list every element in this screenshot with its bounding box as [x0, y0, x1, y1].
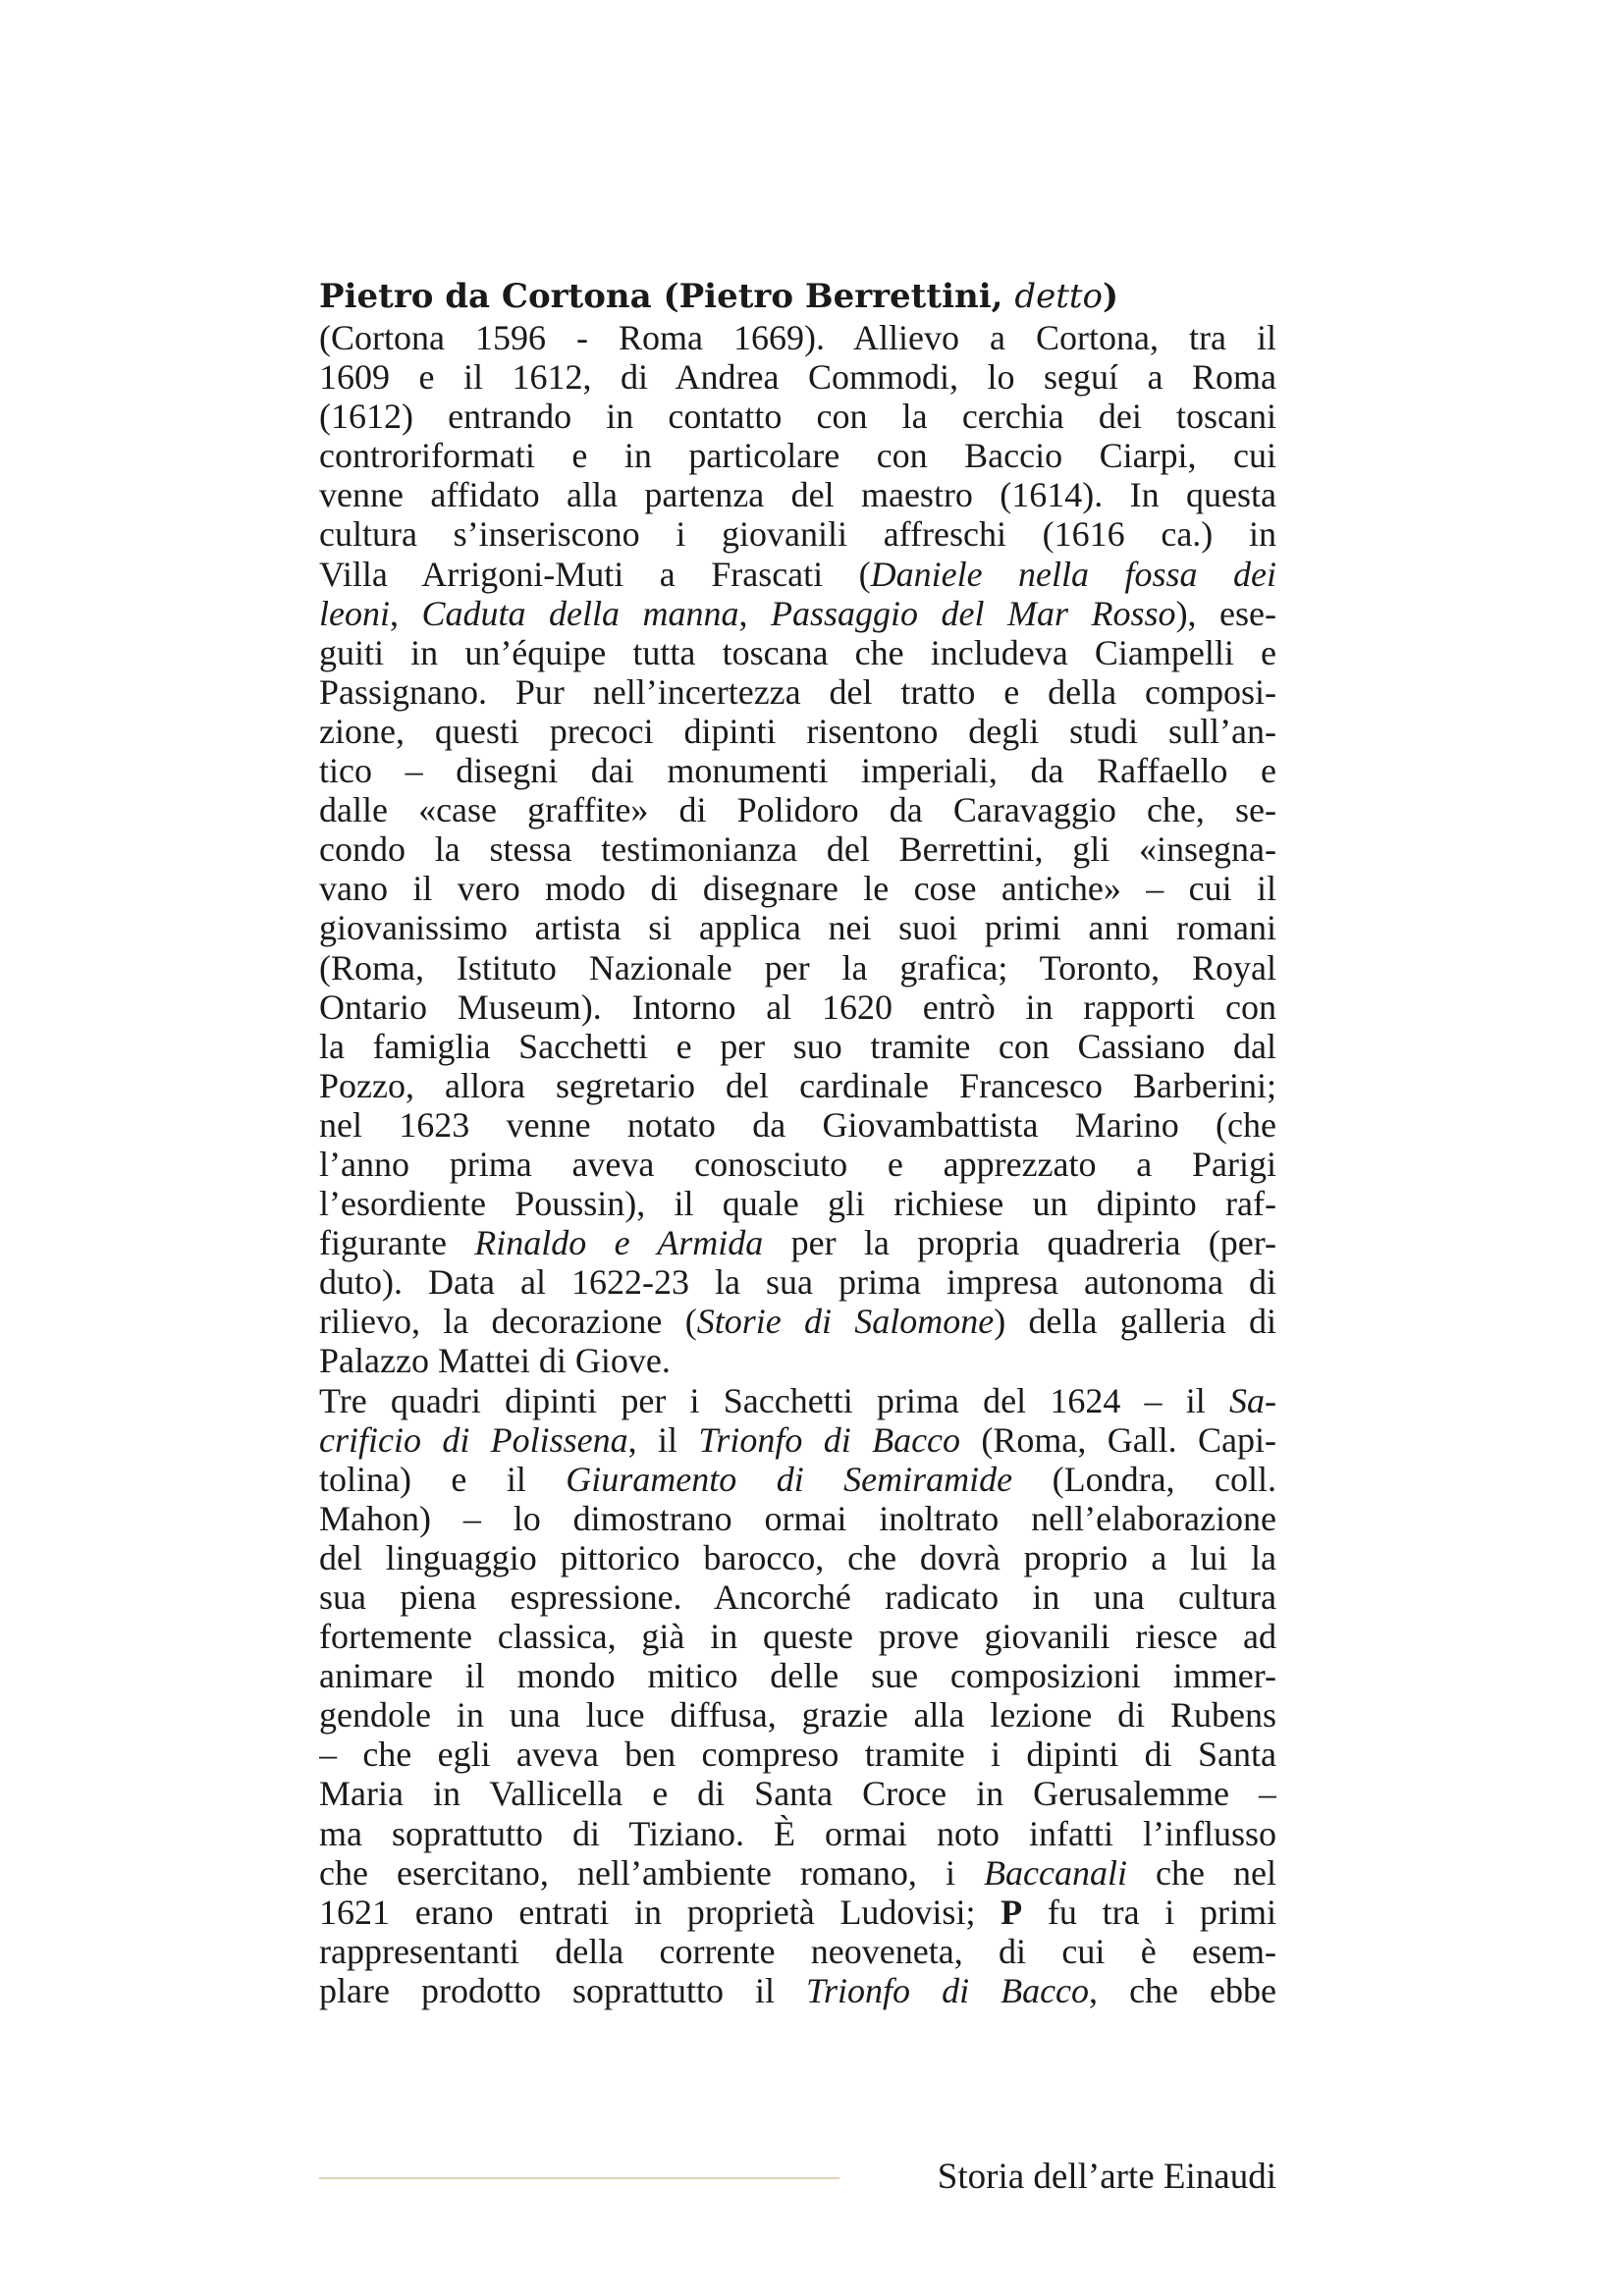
footer-publisher: Storia dell’arte Einaudi	[937, 2157, 1276, 2197]
text-line: duto). Data al 1622-23 la sua prima impresa autonoma di	[319, 1262, 1276, 1303]
artwork-title: Passaggio del Mar Rosso	[771, 593, 1176, 633]
text-line: ma soprattutto di Tiziano. È ormai noto infatti l’influsso	[319, 1813, 1276, 1853]
text-line: leoni, Caduta della manna, Passaggio del Mar Rosso), ese-	[319, 593, 1276, 633]
text-line: la famiglia Sacchetti e per suo tramite con Cassiano dal	[319, 1026, 1276, 1066]
paragraph-1	[319, 318, 1276, 1381]
text-line: Ontario Museum). Intorno al 1620 entrò in rapporti con	[319, 987, 1276, 1027]
encyclopedia-entry	[319, 277, 1276, 2010]
text-line: sua piena espressione. Ancorché radicato in una cultura	[319, 1577, 1276, 1617]
text-line: nel 1623 venne notato da Giovambattista Marino (che	[319, 1104, 1276, 1145]
text-line: dalle «case graffite» di Polidoro da Caravaggio che, se-	[319, 790, 1276, 830]
text-line: tico – disegni dai monumenti imperiali, da Raffaello e	[319, 751, 1276, 791]
text-line: rilievo, la decorazione (Storie di Salomone) della galleria di	[319, 1302, 1276, 1342]
text-line: venne affidato alla partenza del maestro (1614). In questa	[319, 475, 1276, 515]
text-line: zione, questi precoci dipinti risentono degli studi sull’an-	[319, 711, 1276, 751]
text-line: guiti in un’équipe tutta toscana che includeva Ciampelli e	[319, 632, 1276, 672]
text-line: (Roma, Istituto Nazionale per la grafica; Toronto, Royal	[319, 947, 1276, 988]
footer-divider	[319, 2177, 839, 2179]
text-line: 1621 erano entrati in proprietà Ludovisi; P fu tra i primi	[319, 1892, 1276, 1932]
text-line: crificio di Polissena, il Trionfo di Bacco (Roma, Gall. Capi-	[319, 1419, 1276, 1460]
text-line: Villa Arrigoni-Muti a Frascati (Daniele nella fossa dei	[319, 554, 1276, 594]
entry-abbreviation: P	[1001, 1892, 1023, 1932]
artwork-title: crificio di Polissena	[319, 1419, 628, 1460]
text-line: condo la stessa testimonianza del Berrettini, gli «insegna-	[319, 829, 1276, 870]
entry-title-detto: detto	[1014, 277, 1103, 316]
artwork-title: leoni	[319, 593, 390, 633]
text-line: l’esordiente Poussin), il quale gli richiese un dipinto raf-	[319, 1184, 1276, 1224]
text-line: animare il mondo mitico delle sue composizioni immer-	[319, 1656, 1276, 1696]
artwork-title: Trionfo di Bacco	[698, 1419, 961, 1460]
text-line: gendole in una luce diffusa, grazie alla lezione di Rubens	[319, 1695, 1276, 1735]
text-line: fortemente classica, già in queste prove giovanili riesce ad	[319, 1617, 1276, 1657]
text-line: rappresentanti della corrente neoveneta, di cui è esem-	[319, 1931, 1276, 1971]
artwork-title: Baccanali	[984, 1852, 1127, 1893]
text-line: plare prodotto soprattutto il Trionfo di Bacco, che ebbe	[319, 1970, 1276, 2010]
text-line: l’anno prima aveva conosciuto e apprezzato a Parigi	[319, 1144, 1276, 1184]
text-line: 1609 e il 1612, di Andrea Commodi, lo seguí a Roma	[319, 357, 1276, 398]
text-line: del linguaggio pittorico barocco, che dovrà proprio a lui la	[319, 1537, 1276, 1577]
entry-title: Pietro da Cortona (Pietro Berrettini, detto)	[319, 277, 1119, 316]
text-line: Passignano. Pur nell’incertezza del tratto e della composi-	[319, 671, 1276, 712]
paragraph-2	[319, 1381, 1276, 2011]
text-line: Pozzo, allora segretario del cardinale Francesco Barberini;	[319, 1065, 1276, 1105]
artwork-title: Storie di Salomone	[696, 1302, 995, 1342]
text-line: Maria in Vallicella e di Santa Croce in Gerusalemme –	[319, 1774, 1276, 1814]
artwork-title: Rinaldo e Armida	[474, 1223, 764, 1263]
text-line: (1612) entrando in contatto con la cerchia dei toscani	[319, 397, 1276, 437]
text-line: controriformati e in particolare con Baccio Ciarpi, cui	[319, 436, 1276, 476]
text-line: vano il vero modo di disegnare le cose antiche» – cui il	[319, 869, 1276, 909]
text-line: – che egli aveva ben compreso tramite i dipinti di Santa	[319, 1735, 1276, 1775]
text-line: tolina) e il Giuramento di Semiramide (Londra, coll.	[319, 1459, 1276, 1499]
text-line: che esercitano, nell’ambiente romano, i Baccanali che nel	[319, 1852, 1276, 1893]
text-line: Mahon) – lo dimostrano ormai inoltrato nell’elaborazione	[319, 1498, 1276, 1538]
artwork-title: Caduta della manna	[421, 593, 739, 633]
artwork-title: Giuramento di Semiramide	[566, 1459, 1013, 1499]
text-line: figurante Rinaldo e Armida per la propria quadreria (per-	[319, 1223, 1276, 1263]
artwork-title: Daniele nella fossa dei	[870, 554, 1276, 594]
text-line: (Cortona 1596 - Roma 1669). Allievo a Cortona, tra il	[319, 318, 1276, 357]
text-line: Palazzo Mattei di Giove.	[319, 1341, 671, 1381]
artwork-title: Trionfo di Bacco	[806, 1970, 1090, 2010]
text-line: giovanissimo artista si applica nei suoi primi anni romani	[319, 908, 1276, 948]
text-line: cultura s’inseriscono i giovanili affreschi (1616 ca.) in	[319, 514, 1276, 555]
text-line: Tre quadri dipinti per i Sacchetti prima del 1624 – il Sa-	[319, 1380, 1276, 1420]
artwork-title: Sa-	[1229, 1380, 1276, 1420]
